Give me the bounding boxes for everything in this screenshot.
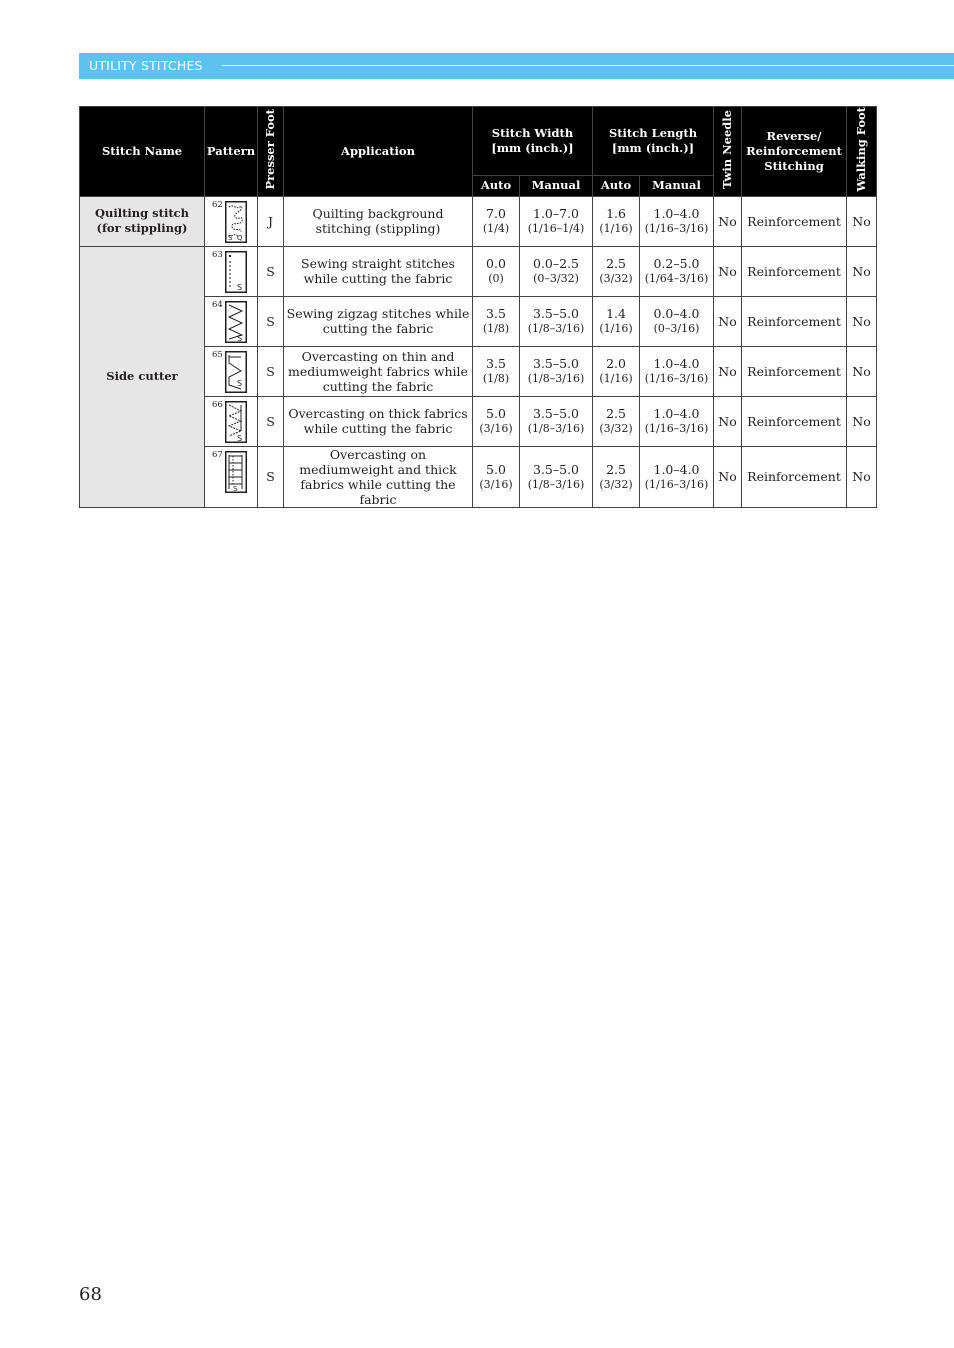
length-manual-cell [640, 396, 714, 446]
pattern-number: 65 [212, 349, 223, 360]
width-manual-cell [520, 346, 593, 396]
walking-foot-cell: No [847, 296, 877, 346]
presser-foot-cell: J [258, 196, 284, 246]
length-auto-mm: 2.0 [606, 356, 626, 372]
presser-foot-cell: S [258, 246, 284, 296]
width-auto-mm: 3.5 [486, 356, 506, 372]
reverse-cell: Reinforcement [742, 346, 847, 396]
length-auto-mm: 1.4 [606, 306, 626, 322]
length-auto-mm: 2.5 [606, 406, 626, 422]
reverse-cell: Reinforcement [742, 396, 847, 446]
length-auto-cell [593, 396, 640, 446]
svg-text:S: S [237, 433, 243, 443]
section-header-band [79, 53, 954, 79]
svg-text:S: S [237, 378, 243, 388]
length-auto-inch: (3/32) [599, 477, 633, 491]
width-manual-inch: (1/8–3/16) [527, 322, 585, 336]
length-manual-cell [640, 196, 714, 246]
length-auto-cell [593, 246, 640, 296]
width-manual-mm: 1.0–7.0 [533, 206, 580, 222]
pattern-cell [205, 196, 258, 246]
width-manual-mm: 3.5–5.0 [533, 461, 580, 477]
svg-text:S: S [237, 333, 243, 343]
application-cell: Sewing straight stitches while cutting the fabric [284, 246, 473, 296]
header-rule [222, 65, 954, 66]
length-auto-mm: 2.5 [606, 461, 626, 477]
reverse-cell: Reinforcement [742, 196, 847, 246]
length-manual-mm: 0.2–5.0 [653, 256, 700, 272]
length-manual-inch: (1/16–3/16) [644, 222, 709, 236]
reverse-cell: Reinforcement [742, 446, 847, 507]
length-manual-mm: 1.0–4.0 [653, 356, 700, 372]
zigzag-stitch-icon [225, 301, 247, 343]
walking-foot-cell: No [847, 346, 877, 396]
width-auto-inch: (3/16) [479, 422, 513, 436]
length-manual-mm: 0.0–4.0 [653, 306, 700, 322]
header-reverse: Reverse/ Reinforcement Stitching [742, 107, 847, 197]
walking-foot-cell: No [847, 246, 877, 296]
length-manual-cell [640, 296, 714, 346]
application-cell: Overcasting on thin and mediumweight fabrics while cutting the fabric [284, 346, 473, 396]
length-manual-inch: (1/16–3/16) [644, 477, 709, 491]
length-manual-inch: (1/16–3/16) [644, 422, 709, 436]
width-auto-cell [473, 296, 520, 346]
utility-stitches-table [79, 106, 877, 508]
width-auto-mm: 5.0 [486, 406, 506, 422]
length-auto-cell [593, 346, 640, 396]
length-manual-cell [640, 346, 714, 396]
reverse-cell: Reinforcement [742, 296, 847, 346]
width-manual-mm: 3.5–5.0 [533, 406, 580, 422]
table-row [80, 196, 877, 246]
length-auto-cell [593, 446, 640, 507]
twin-needle-cell: No [714, 396, 742, 446]
width-auto-mm: 5.0 [486, 461, 506, 477]
width-manual-inch: (1/8–3/16) [527, 422, 585, 436]
length-manual-cell [640, 446, 714, 507]
length-manual-cell [640, 246, 714, 296]
header-application: Application [284, 107, 473, 197]
presser-foot-cell: S [258, 296, 284, 346]
pattern-cell [205, 446, 258, 507]
header-walking-foot: Walking Foot [854, 107, 869, 192]
presser-foot-cell: S [258, 396, 284, 446]
width-manual-inch: (1/16–1/4) [527, 222, 585, 236]
length-auto-inch: (3/32) [599, 422, 633, 436]
walking-foot-cell: No [847, 396, 877, 446]
svg-text:S: S [233, 484, 238, 493]
twin-needle-cell: No [714, 196, 742, 246]
width-manual-mm: 3.5–5.0 [533, 306, 580, 322]
twin-needle-cell: No [714, 246, 742, 296]
svg-text:S: S [237, 282, 243, 292]
width-manual-cell [520, 396, 593, 446]
straight-stitch-icon [225, 251, 247, 293]
application-cell: Quilting background stitching (stippling) [284, 196, 473, 246]
length-auto-cell [593, 296, 640, 346]
pattern-number: 67 [212, 449, 223, 460]
header-width-manual: Manual [520, 175, 593, 196]
stitch-name-cell: Quilting stitch (for stippling) [80, 196, 205, 246]
page-number: 68 [79, 1284, 102, 1305]
width-auto-cell [473, 396, 520, 446]
overcast-thin-icon [225, 351, 247, 393]
length-auto-inch: (3/32) [599, 272, 633, 286]
twin-needle-cell: No [714, 446, 742, 507]
header-twin-needle-cell [714, 107, 742, 197]
header-length-auto: Auto [593, 175, 640, 196]
walking-foot-cell: No [847, 446, 877, 507]
width-manual-mm: 3.5–5.0 [533, 356, 580, 372]
width-auto-cell [473, 446, 520, 507]
pattern-cell [205, 296, 258, 346]
length-auto-mm: 2.5 [606, 256, 626, 272]
width-auto-cell [473, 196, 520, 246]
header-stitch-width: Stitch Width [mm (inch.)] [473, 107, 593, 176]
width-manual-cell [520, 446, 593, 507]
length-auto-inch: (1/16) [599, 372, 633, 386]
width-manual-cell [520, 196, 593, 246]
width-auto-cell [473, 246, 520, 296]
overcast-ladder-icon [225, 451, 247, 493]
pattern-cell [205, 346, 258, 396]
width-manual-inch: (1/8–3/16) [527, 372, 585, 386]
length-auto-inch: (1/16) [599, 322, 633, 336]
width-auto-inch: (1/8) [482, 322, 510, 336]
twin-needle-cell: No [714, 346, 742, 396]
length-manual-mm: 1.0–4.0 [653, 461, 700, 477]
stitch-name-cell: Side cutter [80, 246, 205, 507]
pattern-number: 66 [212, 399, 223, 410]
reverse-cell: Reinforcement [742, 246, 847, 296]
width-auto-inch: (0) [488, 272, 504, 286]
presser-foot-cell: S [258, 446, 284, 507]
width-auto-mm: 7.0 [486, 206, 506, 222]
header-width-auto: Auto [473, 175, 520, 196]
width-manual-cell [520, 246, 593, 296]
header-twin-needle: Twin Needle [720, 109, 735, 189]
width-manual-inch: (1/8–3/16) [527, 477, 585, 491]
length-manual-inch: (0–3/16) [653, 322, 700, 336]
length-manual-mm: 1.0–4.0 [653, 406, 700, 422]
length-auto-inch: (1/16) [599, 222, 633, 236]
header-walking-foot-cell [847, 107, 877, 197]
application-cell: Overcasting on thick fabrics while cutting the fabric [284, 396, 473, 446]
stipple-pattern-icon [225, 201, 247, 243]
application-cell: Sewing zigzag stitches while cutting the fabric [284, 296, 473, 346]
width-auto-mm: 0.0 [486, 256, 506, 272]
table-row [80, 246, 877, 296]
header-presser-foot: Presser Foot [263, 109, 277, 190]
length-auto-mm: 1.6 [606, 206, 626, 222]
width-auto-inch: (1/4) [482, 222, 510, 236]
length-manual-inch: (1/16–3/16) [644, 372, 709, 386]
header-pattern: Pattern [205, 107, 258, 197]
width-auto-cell [473, 346, 520, 396]
walking-foot-cell: No [847, 196, 877, 246]
section-title: UTILITY STITCHES [89, 58, 203, 73]
length-manual-mm: 1.0–4.0 [653, 206, 700, 222]
pattern-number: 62 [212, 199, 223, 210]
pattern-number: 63 [212, 249, 223, 260]
width-manual-cell [520, 296, 593, 346]
presser-foot-cell: S [258, 346, 284, 396]
width-auto-mm: 3.5 [486, 306, 506, 322]
width-auto-inch: (1/8) [482, 372, 510, 386]
pattern-cell [205, 246, 258, 296]
pattern-cell [205, 396, 258, 446]
twin-needle-cell: No [714, 296, 742, 346]
header-stitch-length: Stitch Length [mm (inch.)] [593, 107, 714, 176]
header-stitch-name: Stitch Name [80, 107, 205, 197]
pattern-number: 64 [212, 299, 223, 310]
length-auto-cell [593, 196, 640, 246]
length-manual-inch: (1/64–3/16) [644, 272, 709, 286]
header-presser-foot-cell [258, 107, 284, 197]
header-length-manual: Manual [640, 175, 714, 196]
application-cell: Overcasting on mediumweight and thick fabrics while cutting the fabric [284, 446, 473, 507]
overcast-thick-icon [225, 401, 247, 443]
width-auto-inch: (3/16) [479, 477, 513, 491]
svg-text:Q: Q [237, 233, 243, 242]
svg-text:S: S [228, 233, 233, 242]
width-manual-mm: 0.0–2.5 [533, 256, 580, 272]
width-manual-inch: (0–3/32) [533, 272, 579, 286]
